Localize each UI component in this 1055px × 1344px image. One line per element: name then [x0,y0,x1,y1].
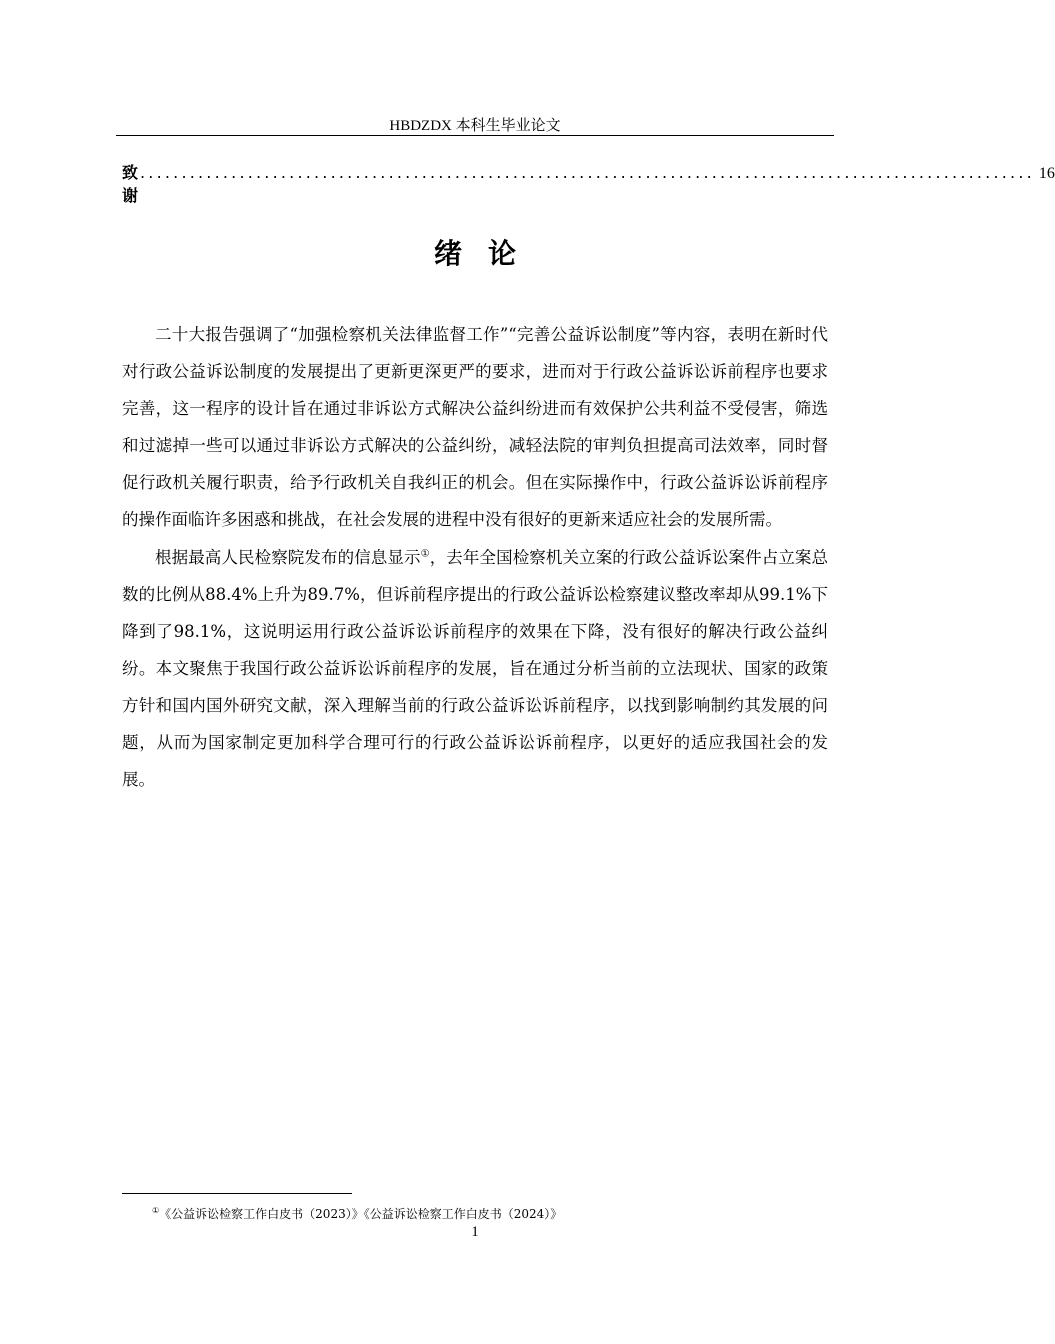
footnote-separator [122,1193,352,1194]
footnote-mark: ① [152,1206,160,1215]
page-number: 1 [471,1224,479,1240]
paragraph-2 [122,539,828,799]
footnote [152,1202,802,1223]
footnote-text: 《公益诉讼检察工作白皮书（2023）》《公益诉讼检察工作白皮书（2024）》 [159,1207,563,1221]
toc-entry-acknowledgements[interactable] [122,160,1055,205]
body-text [122,316,828,798]
section-title: 绪论 [433,237,542,270]
toc-entry-page: 16 [1038,165,1055,182]
toc-entry-label: 致谢 [122,163,139,205]
paragraph-2-part-2: ，去年全国检察机关立案的行政公益诉讼案件占立案总数的比例从88.4%上升为89.7%，但诉前程序提出的行政公益诉讼检察建议整改率却从99.1%下降到了98.1%，这说明运用行政公益诉讼诉前程序的效果在下降，没有很好的解决行政公益纠纷。本文聚焦于我国行政公益诉讼诉前程序的发展，旨在通过分析当前的立法现状、国家的政策方针和国内国外研究文献，深入理解当前的行政公益诉讼诉前程序，以找到影响制约其发展的问题，从而为国家制定更加科学合理可行的行政公益诉讼诉前程序，以更好的适应我国社会的发展。 [122,547,829,790]
page-header: HBDZDX 本科生毕业论文 [389,118,561,134]
footnote-reference[interactable]: ① [420,548,430,560]
paragraph-1: 二十大报告强调了“加强检察机关法律监督工作”“完善公益诉讼制度”等内容，表明在新时代对行政公益诉讼制度的发展提出了更新更深更严的要求，进而对于行政公益诉讼诉前程序也要求完善，这一程序的设计旨在通过非诉讼方式解决公益纠纷进而有效保护公共利益不受侵害，筛选和过滤掉一些可以通过非诉讼方式解决的公益纠纷，减轻法院的审判负担提高司法效率，同时督促行政机关履行职责，给予行政机关自我纠正的机会。但在实际操作中，行政公益诉讼诉前程序的操作面临许多困惑和挑战，在社会发展的进程中没有很好的更新来适应社会的发展所需。 [122,325,828,530]
toc-leader-dots: ............................................................................................................ [140,163,1035,182]
header-rule [116,135,834,136]
paragraph-2-part-1: 根据最高人民检察院发布的信息显示 [155,547,421,567]
